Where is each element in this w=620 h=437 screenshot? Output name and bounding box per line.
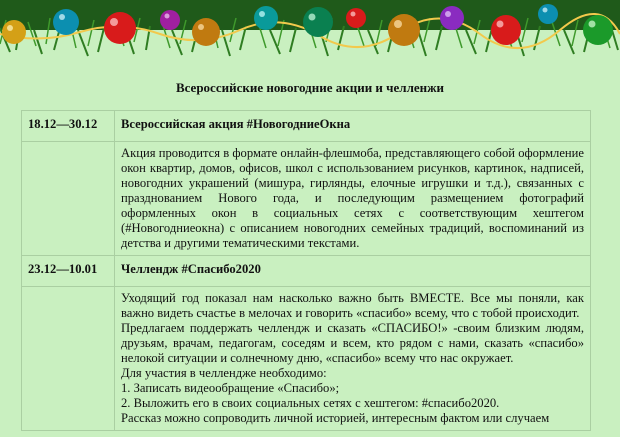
event-paragraph: Акция проводится в формате онлайн-флешмоба, представляющего собой оформление окон квартир, домов, офисов, школ с использованием рисунков, картинок, надписей, новогодних украшений (мишура, гирлянды, елочные игрушки и т.д.), связанных с празднованием Нового года, и последующим размещением фотографий оформленных окон в социальных сетях с соответствующим хештегом (#Новогодниеокна) с описанием новогодних семейных традиций, воспоминаний из детства и другими тематическими текстами.: [121, 146, 584, 250]
empty-cell: [22, 142, 115, 256]
events-table: [21, 110, 591, 431]
event-description: [115, 142, 591, 256]
event-paragraph: 2. Выложить его в своих социальных сетях с хештегом: #спасибо2020.: [121, 396, 500, 410]
event-paragraph: Рассказ можно сопроводить личной историей, интересным фактом или случаем: [121, 411, 550, 425]
event-header-row: [22, 111, 591, 142]
christmas-garland-icon: [0, 0, 620, 62]
page-title: Всероссийские новогодние акции и челленжи: [175, 80, 445, 95]
event-date: 23.12—10.01: [22, 256, 115, 287]
event-header-row: [22, 256, 591, 287]
empty-cell: [22, 287, 115, 431]
event-date: 18.12—30.12: [22, 111, 115, 142]
event-paragraph: 1. Записать видеообращение «Спасибо»;: [121, 381, 340, 395]
event-name: Челлендж #Спасибо2020: [115, 256, 591, 287]
event-paragraph: Для участия в челлендже необходимо:: [121, 366, 327, 380]
event-description: [115, 287, 591, 431]
event-paragraph: Уходящий год показал нам насколько важно быть ВМЕСТЕ. Все мы поняли, как важно видеть счастье в мелочах и говорить «спасибо» всему, что с тобой происходит.: [121, 291, 584, 320]
event-name: Всероссийская акция #НовогодниеОкна: [115, 111, 591, 142]
event-body-row: [22, 287, 591, 431]
event-paragraph: Предлагаем поддержать челлендж и сказать «СПАСИБО!» -своим близким людям, друзьям, врачам, педагогам, соседям и всем, кто рядом с нами, сказать «спасибо» нелокой ситуации и солнечному дню, «спасибо» всему что нас окружает.: [121, 321, 584, 365]
event-body-row: [22, 142, 591, 256]
